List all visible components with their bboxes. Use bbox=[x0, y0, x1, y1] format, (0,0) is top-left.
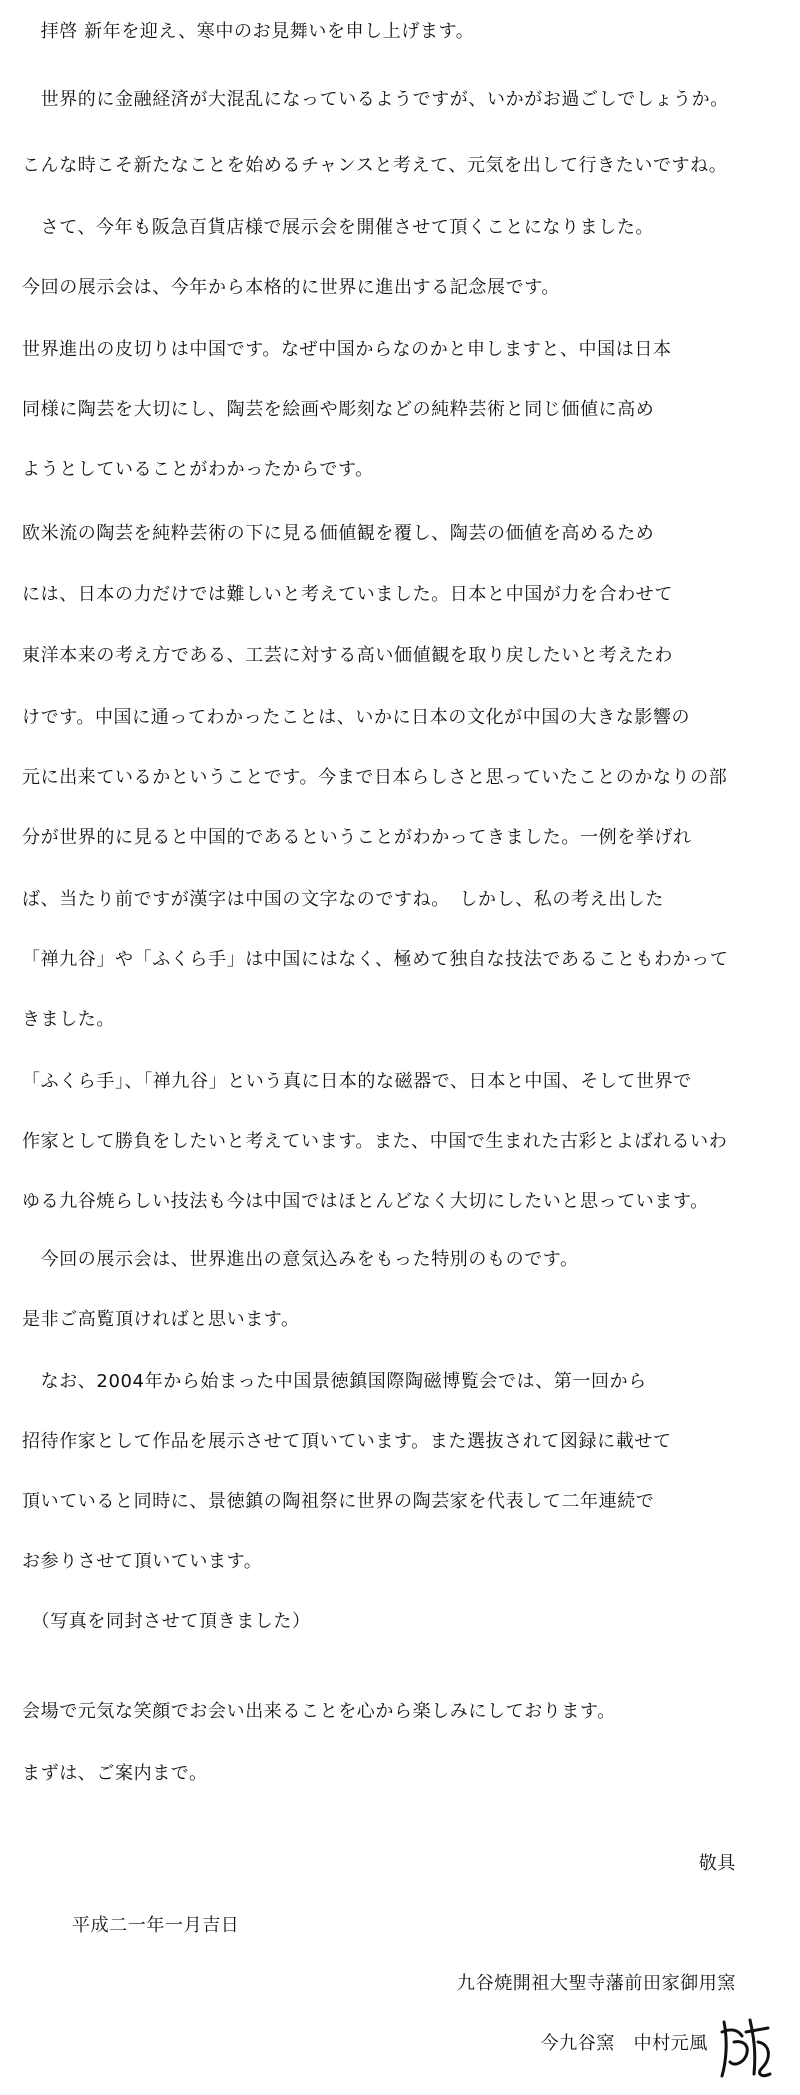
letter-line: 今回の展示会は、今年から本格的に世界に進出する記念展です。 bbox=[22, 277, 560, 298]
letter-line: には、日本の力だけでは難しいと考えていました。日本と中国が力を合わせて bbox=[22, 584, 673, 605]
letter-line: 東洋本来の考え方である、工芸に対する高い価値観を取り戻したいと考えたわ bbox=[22, 645, 673, 666]
sender-name: 今九谷窯 中村元風 bbox=[540, 2033, 708, 2054]
letter-line: 今回の展示会は、世界進出の意気込みをもった特別のものです。 bbox=[22, 1249, 579, 1270]
letter-line: けです。中国に通ってわかったことは、いかに日本の文化が中国の大きな影響の bbox=[22, 707, 691, 728]
letter-line: こんな時こそ新たなことを始めるチャンスと考えて、元気を出して行きたいですね。 bbox=[22, 155, 728, 176]
letter-line: 「ふくら手」、「禅九谷」という真に日本的な磁器で、日本と中国、そして世界で bbox=[22, 1071, 692, 1092]
letter-line: 元に出来ているかということです。今まで日本らしさと思っていたことのかなりの部 bbox=[22, 767, 728, 788]
letter-line: 世界進出の皮切りは中国です。なぜ中国からなのかと申しますと、中国は日本 bbox=[22, 339, 672, 360]
letter-line: なお、2004年から始まった中国景徳鎮国際陶磁博覧会では、第一回から bbox=[22, 1371, 647, 1392]
letter-line: 是非ご高覧頂ければと思います。 bbox=[22, 1309, 300, 1330]
letter-line: 頂いていると同時に、景徳鎮の陶祖祭に世界の陶芸家を代表して二年連続で bbox=[22, 1491, 655, 1512]
letter-line: 「禅九谷」や「ふくら手」は中国にはなく、極めて独自な技法であることもわかって bbox=[22, 949, 729, 970]
letter-line: きました。 bbox=[22, 1009, 115, 1030]
letter-line: まずは、ご案内まで。 bbox=[22, 1763, 208, 1784]
letter-line: 会場で元気な笑顔でお会い出来ることを心から楽しみにしております。 bbox=[22, 1701, 616, 1722]
letter-line: 同様に陶芸を大切にし、陶芸を絵画や彫刻などの純粋芸術と同じ価値に高め bbox=[22, 399, 655, 420]
letter-line: ば、当たり前ですが漢字は中国の文字なのですね。 しかし、私の考え出した bbox=[22, 889, 664, 910]
letter-line: お参りさせて頂いています。 bbox=[22, 1551, 263, 1572]
letter-date: 平成二一年一月吉日 bbox=[72, 1915, 240, 1936]
letter-line: 欧米流の陶芸を純粋芸術の下に見る価値観を覆し、陶芸の価値を高めるため bbox=[22, 523, 655, 544]
letter-line: さて、今年も阪急百貨店様で展示会を開催させて頂くことになりました。 bbox=[22, 217, 655, 238]
letter-line: 世界的に金融経済が大混乱になっているようですが、いかがお過ごしでしょうか。 bbox=[22, 89, 729, 110]
letter-line: 招待作家として作品を展示させて頂いています。また選抜されて図録に載せて bbox=[22, 1431, 672, 1452]
letter-line: ゆる九谷焼らしい技法も今は中国ではほとんどなく大切にしたいと思っています。 bbox=[22, 1191, 709, 1212]
letter-line: （写真を同封させて頂きました） bbox=[22, 1611, 311, 1632]
closing-text: 敬具 bbox=[698, 1853, 736, 1874]
letter-line: ようとしていることがわかったからです。 bbox=[22, 459, 374, 480]
sender-affiliation: 九谷焼開祖大聖寺藩前田家御用窯 bbox=[457, 1973, 736, 1994]
letter-line: 拝啓 新年を迎え、寒中のお見舞いを申し上げます。 bbox=[22, 21, 475, 42]
handwritten-signature bbox=[716, 2012, 776, 2084]
letter-line: 作家として勝負をしたいと考えています。また、中国で生まれた古彩とよばれるいわ bbox=[22, 1131, 728, 1152]
letter-line: 分が世界的に見ると中国的であるということがわかってきました。一例を挙げれ bbox=[22, 827, 692, 848]
